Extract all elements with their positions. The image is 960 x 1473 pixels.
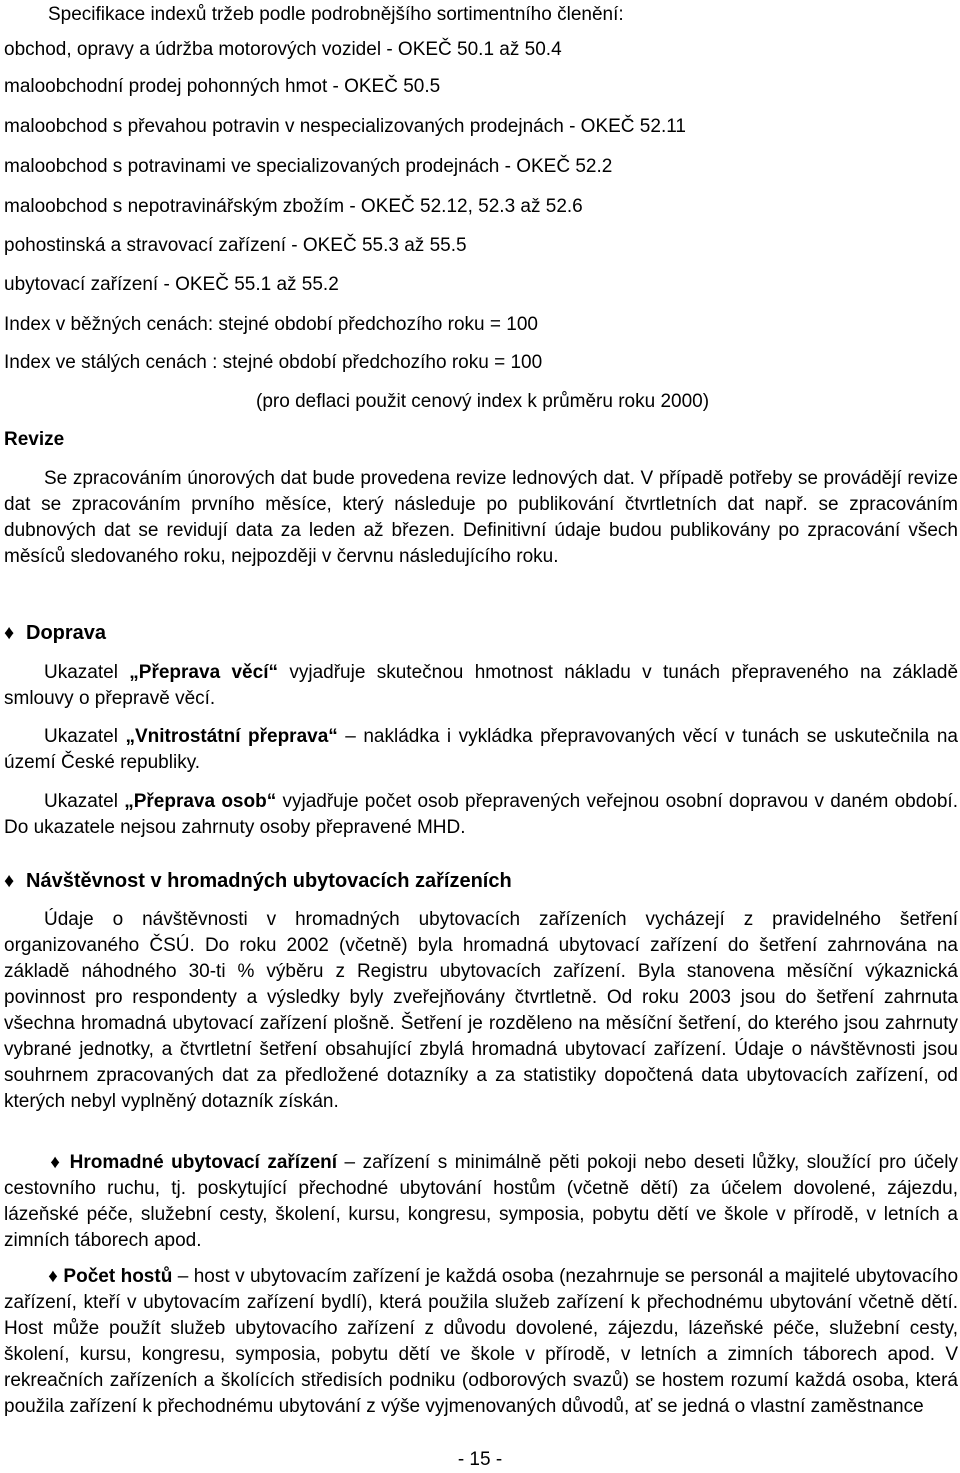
spec-item: maloobchod s nepotravinářským zbožím - OKEČ 52.12, 52.3 až 52.6 — [4, 196, 583, 217]
spec-item: pohostinská a stravovací zařízení - OKEČ 55.3 až 55.5 — [4, 235, 467, 256]
spec-item: ubytovací zařízení - OKEČ 55.1 až 55.2 — [4, 274, 339, 295]
doprava-heading: ♦ Doprava — [4, 622, 107, 644]
page-number: - 15 - — [457, 1449, 503, 1470]
index-constant: Index ve stálých cenách : stejné období předchozího roku = 100 — [4, 352, 543, 373]
revize-paragraph: Se zpracováním únorových dat bude provedena revize lednových dat. V případě potřeby se provádějí revize dat se zpracováním prvního měsíce, který následuje po publikování čtvrtletních dat např. se zpracováním dubnových dat se revidují data za leden až březen. Definitivní údaje budou publikovány po zpracování všech měsíců sledovaného roku, nejpozději v červnu následujícího roku. — [4, 468, 958, 567]
index-current: Index v běžných cenách: stejné období předchozího roku = 100 — [4, 314, 538, 335]
diamond-bullet-icon: ♦ — [48, 1152, 70, 1173]
spec-item: maloobchod s převahou potravin v nespecializovaných prodejnách - OKEČ 52.11 — [4, 116, 686, 137]
spec-title: Specifikace indexů tržeb podle podrobnějšího sortimentního členění: — [48, 4, 624, 25]
spec-item: obchod, opravy a údržba motorových vozidel - OKEČ 50.1 až 50.4 — [4, 39, 562, 60]
pocet-hostu-definition: ♦ Počet hostů – host v ubytovacím zařízení je každá osoba (nezahrnuje se personál a majitelé ubytovacího zařízení, kteří v ubytovacím zařízení bydlí), která použila služeb zařízení k přechodnému ubytování včetně dětí. Host může použít služeb ubytovacího zařízení z důvodu dovolené, zájezdu, lázeňské péče, služební cesty, školení, kursu, kongresu, symposia, pobytu dětí ve škole v přírodě, v letních a zimních táborech apod. V rekreačních zařízeních a školících středisích podniku (odborových svazů) se hostem rozumí každá osoba, která použila zařízení k přechodnému ubytování z výše vyjmenovaných důvodů, ať se jedná o vlastní zaměstnance — [4, 1266, 959, 1417]
deflation-note: (pro deflaci použit cenový index k průměru roku 2000) — [256, 391, 710, 412]
revize-label: Revize — [4, 429, 65, 450]
spec-item: maloobchod s potravinami ve specializovaných prodejnách - OKEČ 52.2 — [4, 156, 613, 177]
diamond-bullet-icon: ♦ — [48, 1266, 64, 1287]
doprava-paragraph-3: Ukazatel „Přeprava osob“ vyjadřuje počet osob přepravených veřejnou osobní dopravou v daném období. Do ukazatele nejsou zahrnuty osoby přepravené MHD. — [4, 791, 958, 838]
navstevnost-paragraph-1: Údaje o návštěvnosti v hromadných ubytovacích zařízeních vycházejí z pravidelného šetření organizovaného ČSÚ. Do roku 2002 (včetně) byla hromadná ubytovací zařízení do šetření zahrnována na základě náhodného 30-ti % výběru z Registru ubytovacích zařízení. Byla stanovena měsíční výkaznická povinnost pro respondenty a výsledky byly zveřejňovány čtvrtletně. Od roku 2003 jsou do šetření zahrnuta všechna hromadná ubytovací zařízení plošně. Šetření je rozděleno na měsíční šetření, do kterého jsou zahrnuty vybrané jednotky, a čtvrtletní šetření obsahující zbylá hromadná ubytovací zařízení. Údaje o návštěvnosti jsou souhrnem zpracovaných dat za předložené dotazníky a za statistiky dopočtená data ubytovacích zařízení, od kterých nebyl vyplněný dotazník získán. — [4, 909, 958, 1112]
diamond-bullet-icon: ♦ — [4, 870, 15, 892]
hromadne-zarizeni-definition: ♦ Hromadné ubytovací zařízení – zařízení s minimálně pěti pokoji nebo deseti lůžky, sloužící pro účely cestovního ruchu, tj. poskytující přechodné ubytování hostům (včetně dětí) za účelem dovolené, zájezdu, lázeňské péče, služební cesty, školení, kursu, kongresu, symposia, pobytu dětí ve škole v přírodě, v letních a zimních táborech apod. — [4, 1152, 958, 1251]
spec-item: maloobchodní prodej pohonných hmot - OKEČ 50.5 — [4, 76, 441, 97]
navstevnost-heading: ♦ Návštěvnost v hromadných ubytovacích zařízeních — [4, 870, 512, 892]
diamond-bullet-icon: ♦ — [4, 622, 15, 644]
doprava-paragraph-2: Ukazatel „Vnitrostátní přeprava“ – nakládka i vykládka přepravovaných věcí v tunách se uskutečnila na území České republiky. — [4, 726, 959, 773]
doprava-paragraph-1: Ukazatel „Přeprava věcí“ vyjadřuje skutečnou hmotnost nákladu v tunách přepraveného na základě smlouvy o přepravě věcí. — [4, 662, 959, 709]
